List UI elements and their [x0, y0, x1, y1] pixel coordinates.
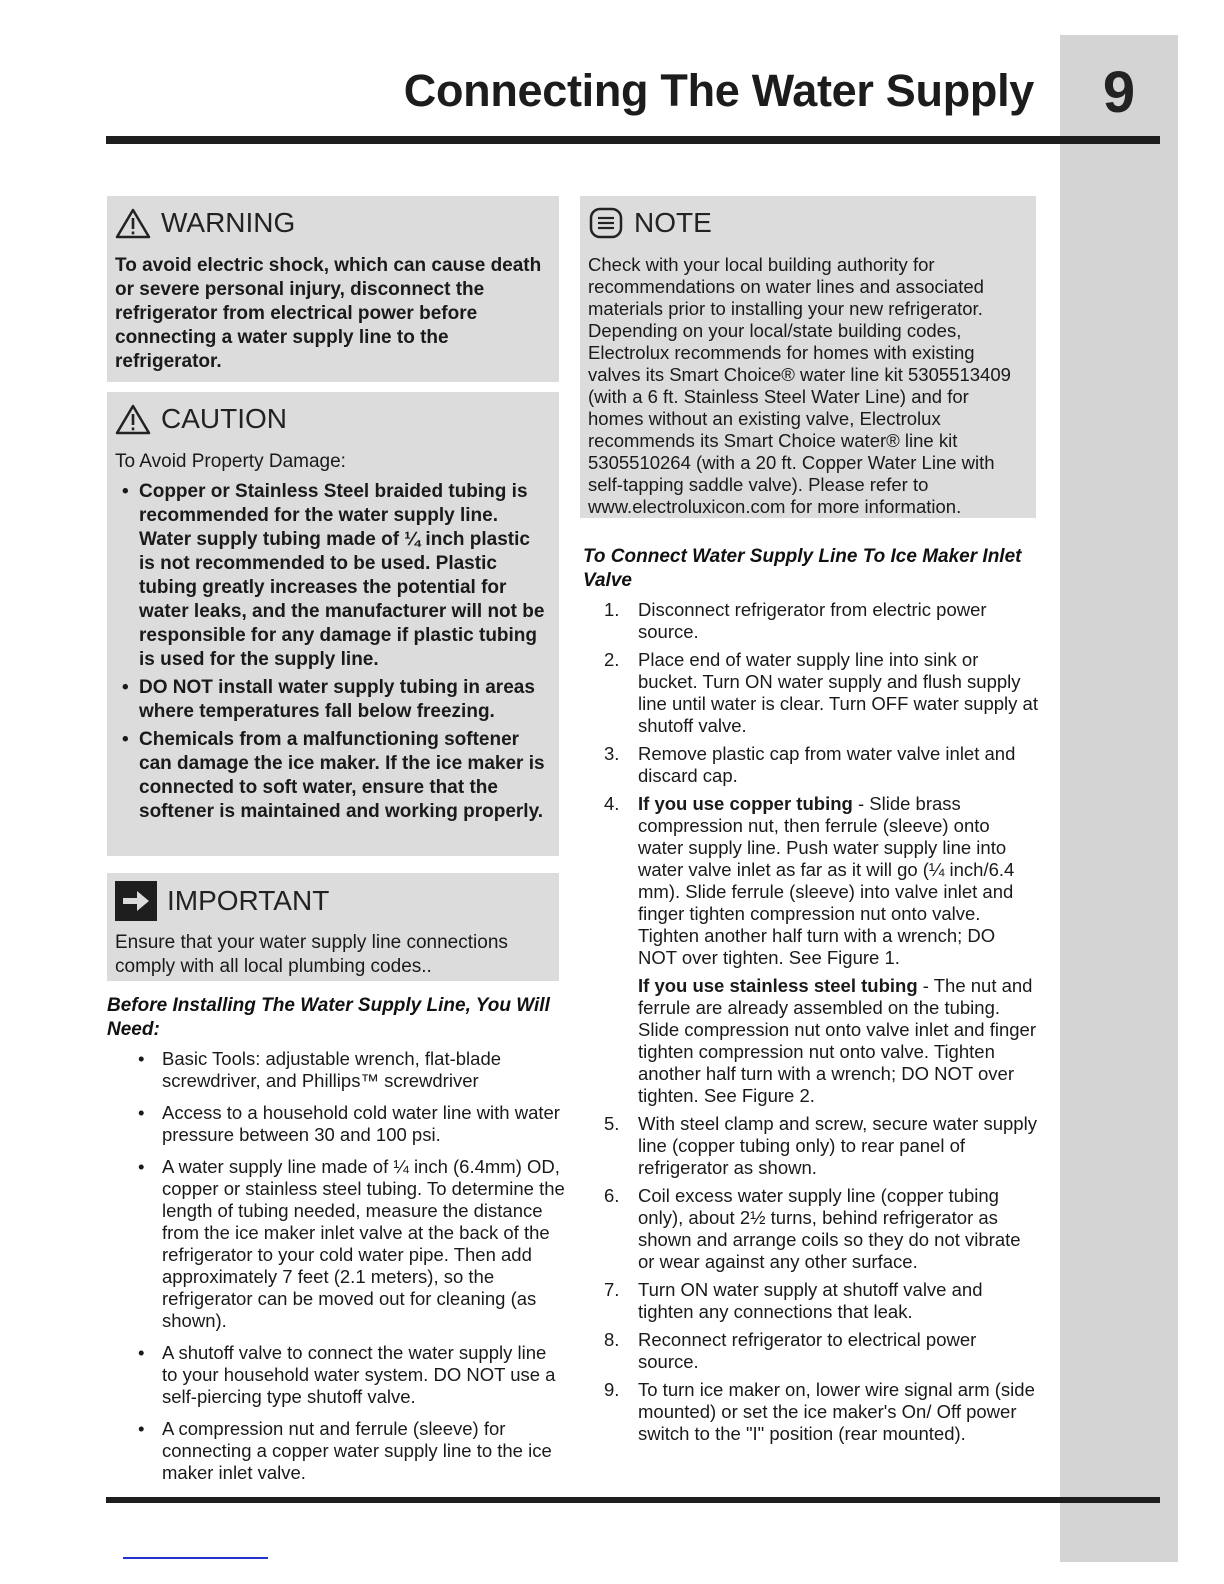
needs-list [135, 1048, 565, 1494]
page-title: Connecting The Water Supply [403, 65, 1034, 116]
title-divider [106, 136, 1160, 144]
warning-triangle-icon [115, 403, 151, 435]
step-item: 2. Place end of water supply line into sink or bucket. Turn ON water supply and flush supply line until water is clear. Turn OFF water supply at shutoff valve. [604, 649, 1038, 736]
step-item: 4. If you use copper tubing - Slide brass compression nut, then ferrule (sleeve) onto water supply line. Push water supply line into water valve inlet as far as it will go (¼ inch/6.4 mm). Slide ferrule (sleeve) into valve inlet and finger tighten compression nut onto valve. Tighten another half turn with a wrench; DO NOT over tighten. See Figure 1. If you use stainless steel tubing - The nut and ferrule are already assembled on the tubing. Slide compression nut onto valve inlet and finger tighten compression nut onto valve. Tighten another half turn with a wrench; DO NOT over tighten. See Figure 2. [604, 793, 1036, 1106]
note-header [588, 206, 1026, 240]
important-box [107, 873, 559, 981]
step-item: 1. Disconnect refrigerator from electric power source. [604, 599, 987, 642]
list-item: • A compression nut and ferrule (sleeve) for connecting a copper water supply line to the ice maker inlet valve. [135, 1418, 565, 1484]
warning-header [115, 206, 549, 240]
list-item: • Basic Tools: adjustable wrench, flat-blade screwdriver, and Phillips™ screwdriver [135, 1048, 565, 1092]
note-text: Check with your local building authority for recommendations on water lines and associated materials prior to installing your new refrigerator. Depending on your local/state building codes, Electrolux recommends for homes with existing valves its Smart Choice® water line kit 5305513409 (with a 6 ft. Stainless Steel Water Line) and for homes without an existing valve, Electrolux recommends its Smart Choice water® line kit 5305510264 (with a 20 ft. Copper Water Line with self-tapping saddle valve). Please refer to www.electroluxicon.com for more information. [588, 254, 1011, 517]
caution-item: • Chemicals from a malfunctioning softener can damage the ice maker. If the ice maker is connected to soft water, ensure that the softener is maintained and working properly. [115, 728, 549, 824]
note-box [580, 196, 1036, 518]
steps-list [598, 599, 1038, 1451]
step-item: 3. Remove plastic cap from water valve inlet and discard cap. [604, 743, 1016, 786]
connect-heading: To Connect Water Supply Line To Ice Maker Inlet Valve [583, 546, 1022, 591]
important-header [115, 881, 549, 921]
page-number: 9 [1102, 60, 1136, 125]
step-item: 7. Turn ON water supply at shutoff valve and tighten any connections that leak. [604, 1279, 983, 1322]
caution-box [107, 392, 559, 856]
warning-text: To avoid electric shock, which can cause death or severe personal injury, disconnect the refrigerator from electrical power before connecting a water supply line to the refrigerator. [115, 255, 542, 372]
caution-header [115, 402, 549, 436]
note-icon [588, 206, 624, 240]
list-item: • Access to a household cold water line with water pressure between 30 and 100 psi. [135, 1102, 565, 1146]
needs-heading: Before Installing The Water Supply Line, You Will Need: [107, 995, 550, 1040]
important-text: Ensure that your water supply line connections comply with all local plumbing codes.. [115, 932, 508, 977]
step-item: 6. Coil excess water supply line (copper tubing only), about 2½ turns, behind refrigerator as shown and arrange coils so they do not vibrate or wear against any other surface. [604, 1185, 1021, 1272]
bottom-divider [106, 1497, 1160, 1503]
step-item: 9. To turn ice maker on, lower wire signal arm (side mounted) or set the ice maker's On/ Off power switch to the "I" position (rear mounted). [604, 1379, 1035, 1444]
warning-title: WARNING [161, 207, 296, 238]
warning-triangle-icon [115, 207, 151, 239]
important-title: IMPORTANT [167, 885, 330, 916]
step-item: 8. Reconnect refrigerator to electrical power source. [604, 1329, 977, 1372]
caution-item: • Copper or Stainless Steel braided tubing is recommended for the water supply line. Water supply tubing made of ¼ inch plastic is not recommended to be used. Plastic tubing greatly increases the potential for water leaks, and the manufacturer will not be responsible for any damage if plastic tubing is used for the supply line. [115, 480, 549, 672]
list-item: • A water supply line made of ¼ inch (6.4mm) OD, copper or stainless steel tubing. To determine the length of tubing needed, measure the distance from the ice maker inlet valve at the back of the refrigerator to your cold water pipe. Then add approximately 7 feet (2.1 meters), so the refrigerator can be moved out for cleaning (as shown). [135, 1156, 565, 1332]
footer-line [123, 1557, 268, 1559]
warning-box [107, 196, 559, 382]
caution-intro: To Avoid Property Damage: [115, 451, 346, 472]
caution-list [115, 480, 549, 824]
page-tab-bar [1060, 35, 1178, 1562]
caution-item: • DO NOT install water supply tubing in areas where temperatures fall below freezing. [115, 676, 549, 724]
arrow-right-icon [115, 881, 157, 921]
step-item: 5. With steel clamp and screw, secure water supply line (copper tubing only) to rear panel of refrigerator as shown. [604, 1113, 1037, 1178]
note-title: NOTE [634, 207, 712, 238]
caution-title: CAUTION [161, 403, 287, 434]
list-item: • A shutoff valve to connect the water supply line to your household water system. DO NOT use a self-piercing type shutoff valve. [135, 1342, 565, 1408]
